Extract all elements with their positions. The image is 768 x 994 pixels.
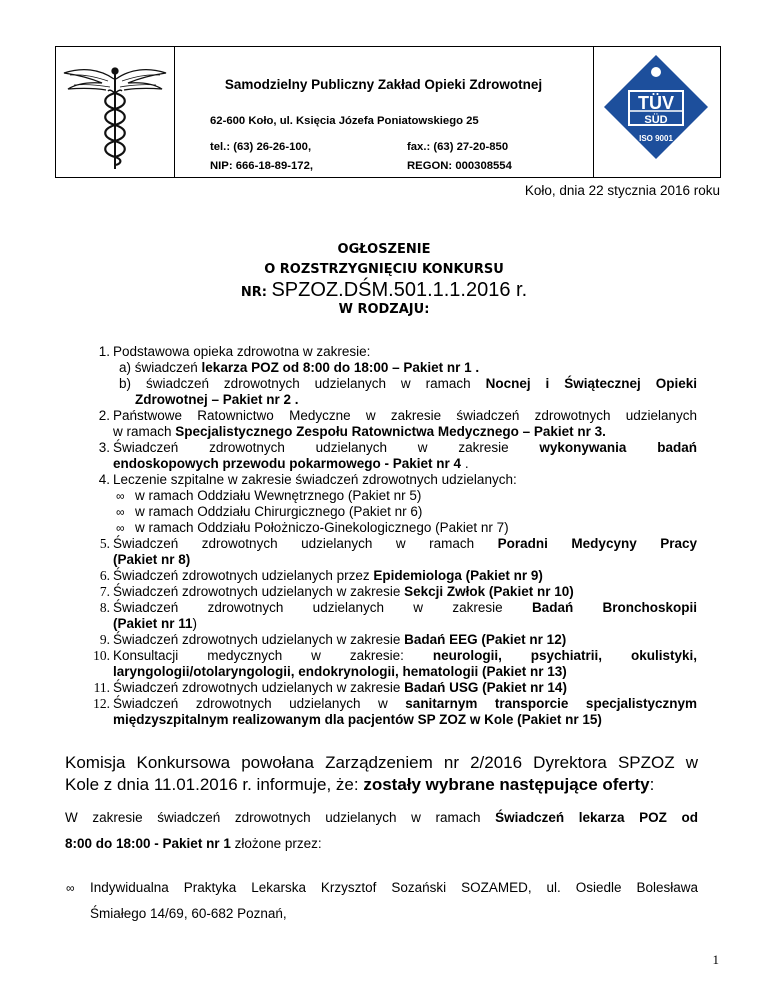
list-number: 7. — [99, 584, 110, 599]
org-nip: NIP: 666-18-89-172, — [210, 160, 313, 172]
title-announcement: OGŁOSZENIE — [337, 242, 431, 257]
bullet-icon: ∞ — [116, 489, 125, 503]
nr-label: NR: — [240, 285, 272, 300]
list-number: 2. — [98, 408, 110, 423]
komisja-paragraph: Komisja Konkursowa powołana Zarządzeniem nr 2/2016 Dyrektora SPZOZ w — [65, 753, 698, 772]
list-number: 10. — [93, 648, 110, 663]
list-item: Świadczeń zdrowotnych udzielanych w zakresie Badań EEG (Pakiet nr 12) — [113, 632, 567, 647]
bullet-icon: ∞ — [116, 521, 125, 535]
certificate-cell — [593, 47, 720, 177]
list-item: w ramach Oddziału Położniczo-Ginekologicznego (Pakiet nr 7) — [135, 520, 509, 535]
logo-cell — [56, 47, 175, 177]
list-item: a) świadczeń lekarza POZ od 8:00 do 18:00 – Pakiet nr 1 . — [119, 360, 480, 375]
list-item: Konsultacji medycznych w zakresie: neurologii, psychiatrii, okulistyki, — [113, 648, 697, 663]
list-item: w ramach Oddziału Chirurgicznego (Pakiet nr 6) — [135, 504, 423, 519]
date-line: Koło, dnia 22 stycznia 2016 roku — [524, 183, 720, 198]
list-number: 3. — [98, 440, 110, 455]
list-item: Świadczeń zdrowotnych udzielanych w zakresie wykonywania badań — [113, 440, 697, 455]
list-item: Państwowe Ratownictwo Medyczne w zakresie świadczeń zdrowotnych udzielanych — [113, 408, 697, 423]
sud-text: SÜD — [644, 114, 668, 126]
list-number: 12. — [93, 696, 110, 711]
list-item: Leczenie szpitalne w zakresie świadczeń zdrowotnych udzielanych: — [113, 472, 517, 487]
komisja-paragraph: Kole z dnia 11.01.2016 r. informuje, że: zostały wybrane następujące oferty: — [65, 775, 655, 794]
list-number: 11. — [93, 680, 110, 695]
caduceus-logo — [56, 47, 174, 177]
list-number: 1. — [98, 344, 110, 359]
list-item: Świadczeń zdrowotnych udzielanych w ramach Poradni Medycyny Pracy — [113, 536, 697, 551]
list-item: b) świadczeń zdrowotnych udzielanych w ramach Nocnej i Świątecznej Opieki — [119, 376, 697, 391]
list-item: Świadczeń zdrowotnych udzielanych w zakresie Badań USG (Pakiet nr 14) — [113, 680, 567, 695]
org-name: Samodzielny Publiczny Zakład Opieki Zdrowotnej — [224, 77, 543, 92]
title-number — [0, 279, 768, 302]
list-number: 4. — [98, 472, 110, 487]
list-item: Podstawowa opieka zdrowotna w zakresie: — [113, 344, 371, 359]
iso-text: ISO 9001 — [639, 134, 673, 143]
list-item: Świadczeń zdrowotnych udzielanych przez Epidemiologa (Pakiet nr 9) — [113, 568, 543, 583]
offer-line: Indywidualna Praktyka Lekarska Krzysztof Sozański SOZAMED, ul. Osiedle Bolesława — [90, 880, 698, 895]
list-number: 9. — [99, 632, 110, 647]
org-address: 62-600 Koło, ul. Księcia Józefa Poniatowskiego 25 — [210, 115, 479, 127]
list-item: (Pakiet nr 11) — [113, 616, 198, 631]
nr-value: SPZOZ.DŚM.501.1.1.2016 r. — [271, 279, 528, 301]
list-number: 6. — [99, 568, 110, 583]
letterhead — [55, 46, 721, 178]
list-item: w ramach Specjalistycznego Zespołu Ratownictwa Medycznego – Pakiet nr 3. — [113, 424, 606, 439]
list-item: w ramach Oddziału Wewnętrznego (Pakiet nr 5) — [135, 488, 422, 503]
bullet-icon: ∞ — [116, 505, 125, 519]
list-item: Świadczeń zdrowotnych udzielanych w sanitarnym transporcie specjalistycznym — [113, 696, 697, 711]
offer-line: Śmiałego 14/69, 60-682 Poznań, — [90, 906, 287, 921]
list-item: Świadczeń zdrowotnych udzielanych w zakresie Sekcji Zwłok (Pakiet nr 10) — [113, 584, 574, 599]
list-item: endoskopowych przewodu pokarmowego - Pakiet nr 4 . — [113, 456, 469, 471]
list-item: Zdrowotnej – Pakiet nr 2 . — [135, 392, 299, 407]
bullet-icon: ∞ — [66, 881, 75, 895]
list-item: międzyszpitalnym realizowanym dla pacjentów SP ZOZ w Kole (Pakiet nr 15) — [113, 712, 602, 727]
list-number: 5. — [99, 536, 110, 551]
list-item: laryngologii/otolaryngologii, endokrynologii, hematologii (Pakiet nr 13) — [113, 664, 567, 679]
tuv-text: TÜV — [638, 93, 674, 113]
zakres-paragraph: W zakresie świadczeń zdrowotnych udzielanych w ramach Świadczeń lekarza POZ od — [65, 810, 698, 825]
list-item: Świadczeń zdrowotnych udzielanych w zakresie Badań Bronchoskopii — [113, 600, 698, 615]
title-subtitle: O ROZSTRZYGNIĘCIU KONKURSU — [264, 262, 504, 277]
title-scope: W RODZAJU: — [338, 302, 430, 317]
page-number: 1 — [712, 952, 719, 967]
list-number: 8. — [99, 600, 110, 615]
tuv-sud-logo — [593, 47, 720, 179]
list-item: (Pakiet nr 8) — [113, 552, 191, 567]
org-fax: fax.: (63) 27-20-850 — [407, 141, 509, 153]
org-regon: REGON: 000308554 — [407, 160, 512, 172]
org-info-cell — [174, 47, 594, 177]
org-tel: tel.: (63) 26-26-100, — [210, 141, 312, 153]
zakres-paragraph: 8:00 do 18:00 - Pakiet nr 1 złożone przez: — [65, 836, 322, 851]
